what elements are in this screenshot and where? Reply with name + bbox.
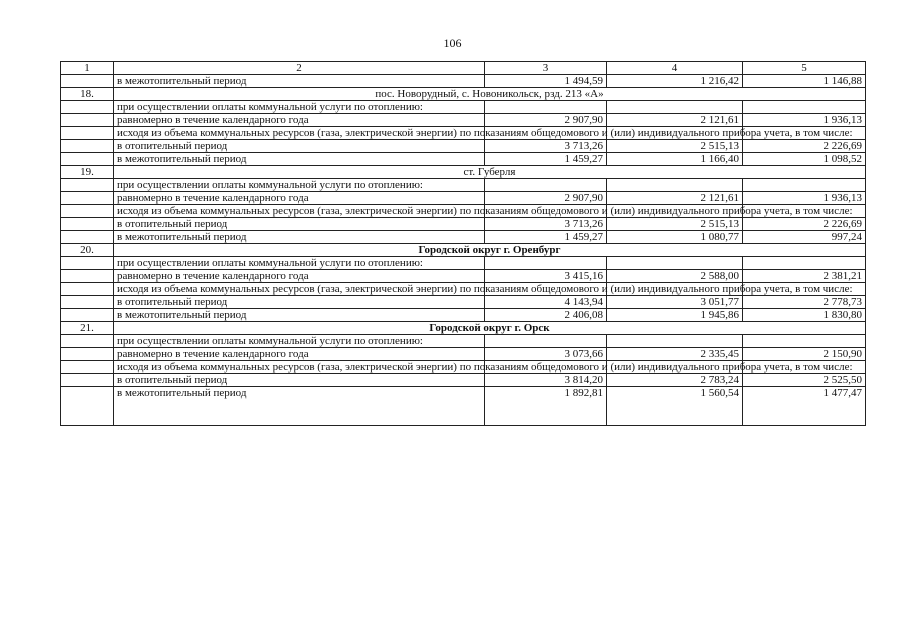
- table-row: [61, 75, 866, 88]
- value-col3: 1 459,27: [485, 231, 607, 244]
- value-col5: 1 830,80: [743, 309, 866, 322]
- value-col5: 2 226,69: [743, 140, 866, 153]
- row-label: в межотопительный период: [114, 309, 485, 322]
- empty-col5: [743, 179, 866, 192]
- row-label: равномерно в течение календарного года: [114, 192, 485, 205]
- row-index: [61, 140, 114, 153]
- row-label: в отопительный период: [114, 218, 485, 231]
- section-header-row: [61, 322, 866, 335]
- section-index: 21.: [61, 322, 114, 335]
- row-label: равномерно в течение календарного года: [114, 270, 485, 283]
- table-row: [61, 387, 866, 426]
- row-index: [61, 101, 114, 114]
- section-header-row: [61, 88, 866, 101]
- row-index: [61, 387, 114, 426]
- value-col4: 2 335,45: [607, 348, 743, 361]
- row-index: [61, 270, 114, 283]
- section-index: 18.: [61, 88, 114, 101]
- value-col4: 1 216,42: [607, 75, 743, 88]
- value-col4: 1 560,54: [607, 387, 743, 426]
- value-col4: 2 121,61: [607, 114, 743, 127]
- row-index: [61, 192, 114, 205]
- row-index: [61, 218, 114, 231]
- row-index: [61, 257, 114, 270]
- value-col4: 2 515,13: [607, 140, 743, 153]
- row-index: [61, 205, 114, 218]
- empty-col5: [743, 101, 866, 114]
- header-cell-5: 5: [743, 62, 866, 75]
- row-label: исходя из объема коммунальных ресурсов (газа, электрической энергии) по показаниям общедомового и (или) индивидуального прибора учета, в том числе:: [114, 361, 485, 374]
- row-index: [61, 309, 114, 322]
- value-col4: 2 783,24: [607, 374, 743, 387]
- value-col5: 1 936,13: [743, 192, 866, 205]
- header-cell-2: 2: [114, 62, 485, 75]
- value-col3: 3 713,26: [485, 140, 607, 153]
- value-col4: 1 080,77: [607, 231, 743, 244]
- empty-col4: [607, 101, 743, 114]
- value-col5: 997,24: [743, 231, 866, 244]
- row-index: [61, 231, 114, 244]
- value-col5: 1 477,47: [743, 387, 866, 426]
- value-col3: 3 073,66: [485, 348, 607, 361]
- row-label: в отопительный период: [114, 296, 485, 309]
- table-row: [61, 296, 866, 309]
- row-label: при осуществлении оплаты коммунальной услуги по отоплению:: [114, 101, 485, 114]
- empty-col3: [485, 101, 607, 114]
- tariff-table: [60, 61, 866, 426]
- section-index: 20.: [61, 244, 114, 257]
- value-col4: 2 588,00: [607, 270, 743, 283]
- table-row: [61, 374, 866, 387]
- row-index: [61, 114, 114, 127]
- value-col4: 1 945,86: [607, 309, 743, 322]
- row-label: равномерно в течение календарного года: [114, 348, 485, 361]
- value-col5: 2 226,69: [743, 218, 866, 231]
- header-cell-4: 4: [607, 62, 743, 75]
- empty-col3: [485, 179, 607, 192]
- empty-col3: [485, 335, 607, 348]
- empty-col4: [607, 179, 743, 192]
- table-row: [61, 192, 866, 205]
- row-label: при осуществлении оплаты коммунальной услуги по отоплению:: [114, 179, 485, 192]
- row-index: [61, 348, 114, 361]
- header-cell-1: 1: [61, 62, 114, 75]
- empty-col5: [743, 335, 866, 348]
- row-label: в межотопительный период: [114, 387, 485, 426]
- row-index: [61, 296, 114, 309]
- value-col4: 3 051,77: [607, 296, 743, 309]
- value-col3: 2 907,90: [485, 114, 607, 127]
- table-row: [61, 348, 866, 361]
- value-col3: 3 415,16: [485, 270, 607, 283]
- value-col3: 2 907,90: [485, 192, 607, 205]
- row-index: [61, 374, 114, 387]
- value-col5: 1 146,88: [743, 75, 866, 88]
- row-label: в межотопительный период: [114, 75, 485, 88]
- row-label: равномерно в течение календарного года: [114, 114, 485, 127]
- section-header-row: [61, 244, 866, 257]
- value-col5: 2 778,73: [743, 296, 866, 309]
- empty-col4: [607, 335, 743, 348]
- empty-col5: [743, 257, 866, 270]
- table-row: [61, 127, 866, 140]
- table-row: [61, 257, 866, 270]
- row-label: при осуществлении оплаты коммунальной услуги по отоплению:: [114, 335, 485, 348]
- value-col4: 2 121,61: [607, 192, 743, 205]
- table-row: [61, 153, 866, 166]
- section-header-row: [61, 166, 866, 179]
- row-index: [61, 153, 114, 166]
- row-index: [61, 127, 114, 140]
- header-cell-3: 3: [485, 62, 607, 75]
- table-row: [61, 361, 866, 374]
- table-row: [61, 205, 866, 218]
- row-label: в межотопительный период: [114, 231, 485, 244]
- row-label: в отопительный период: [114, 374, 485, 387]
- row-label: при осуществлении оплаты коммунальной услуги по отоплению:: [114, 257, 485, 270]
- value-col5: 1 936,13: [743, 114, 866, 127]
- section-index: 19.: [61, 166, 114, 179]
- value-col3: 3 713,26: [485, 218, 607, 231]
- row-index: [61, 283, 114, 296]
- row-index: [61, 335, 114, 348]
- value-col3: 1 892,81: [485, 387, 607, 426]
- header-row: [61, 62, 866, 75]
- table-row: [61, 335, 866, 348]
- value-col3: 1 459,27: [485, 153, 607, 166]
- table-row: [61, 309, 866, 322]
- section-title: Городской округ г. Оренбург: [114, 244, 866, 257]
- value-col3: 4 143,94: [485, 296, 607, 309]
- value-col4: 2 515,13: [607, 218, 743, 231]
- empty-col3: [485, 257, 607, 270]
- row-label: исходя из объема коммунальных ресурсов (газа, электрической энергии) по показаниям общедомового и (или) индивидуального прибора учета, в том числе:: [114, 205, 485, 218]
- value-col5: 2 525,50: [743, 374, 866, 387]
- value-col5: 2 381,21: [743, 270, 866, 283]
- table-row: [61, 114, 866, 127]
- row-label: исходя из объема коммунальных ресурсов (газа, электрической энергии) по показаниям общедомового и (или) индивидуального прибора учета, в том числе:: [114, 127, 485, 140]
- row-index: [61, 179, 114, 192]
- table-row: [61, 231, 866, 244]
- section-title: ст. Губерля: [114, 166, 866, 179]
- section-title: пос. Новорудный, с. Новоникольск, рзд. 213 «А»: [114, 88, 866, 101]
- table-row: [61, 283, 866, 296]
- value-col3: 1 494,59: [485, 75, 607, 88]
- value-col3: 2 406,08: [485, 309, 607, 322]
- table-row: [61, 179, 866, 192]
- value-col3: 3 814,20: [485, 374, 607, 387]
- table-row: [61, 270, 866, 283]
- section-title: Городской округ г. Орск: [114, 322, 866, 335]
- value-col4: 1 166,40: [607, 153, 743, 166]
- row-index: [61, 75, 114, 88]
- row-label: в отопительный период: [114, 140, 485, 153]
- row-label: в межотопительный период: [114, 153, 485, 166]
- page-number: 106: [443, 36, 462, 50]
- table-row: [61, 101, 866, 114]
- table-row: [61, 140, 866, 153]
- row-label: исходя из объема коммунальных ресурсов (газа, электрической энергии) по показаниям общедомового и (или) индивидуального прибора учета, в том числе:: [114, 283, 485, 296]
- value-col5: 2 150,90: [743, 348, 866, 361]
- table-row: [61, 218, 866, 231]
- empty-col4: [607, 257, 743, 270]
- row-index: [61, 361, 114, 374]
- value-col5: 1 098,52: [743, 153, 866, 166]
